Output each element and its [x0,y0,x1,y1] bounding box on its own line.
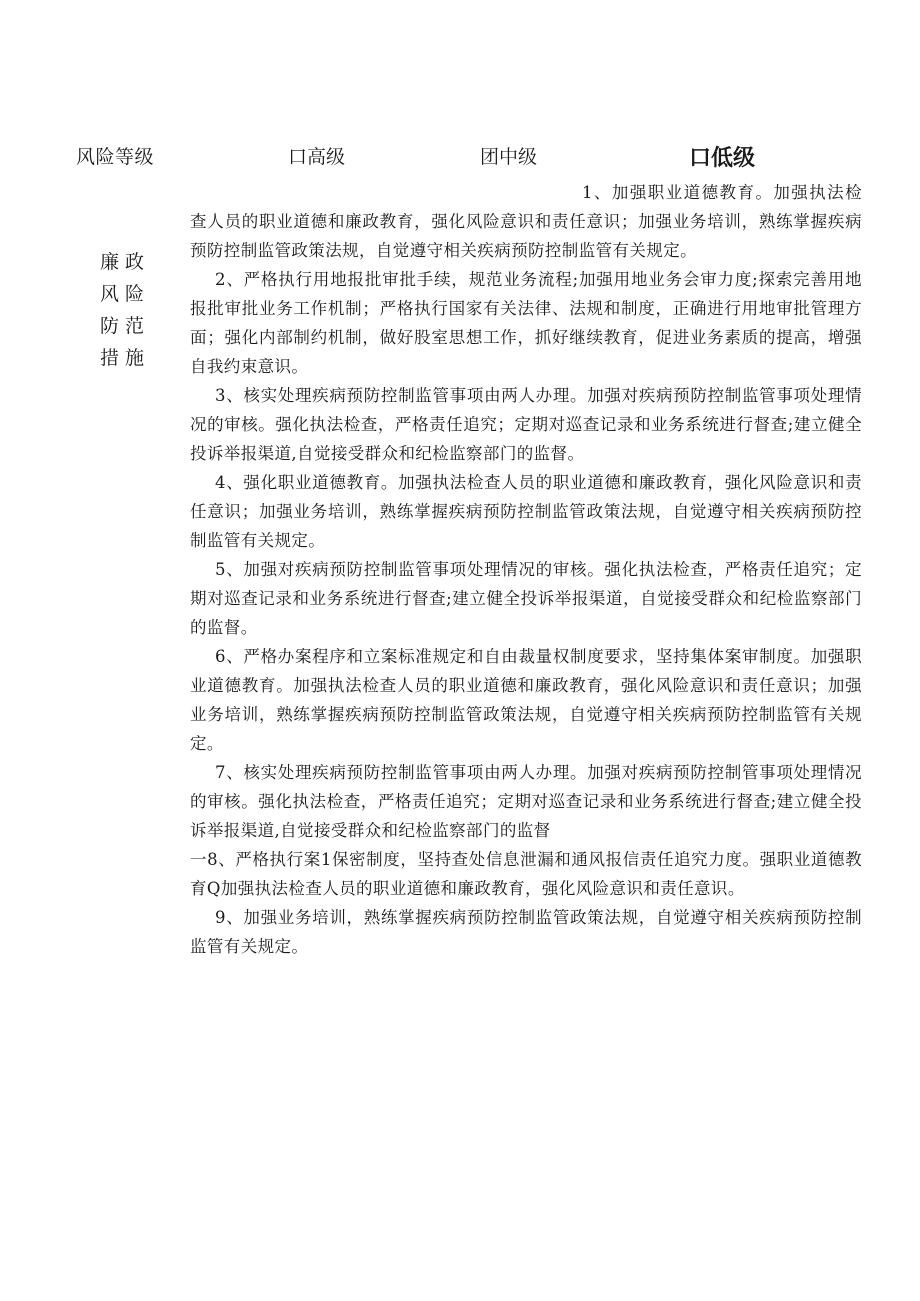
risk-option-high: 口高级 [288,146,346,168]
measure-paragraph-7: 7、核实处理疾病预防控制监管事项由两人办理。加强对疾病预防控制管事项处理情况的审核。强化执法检查，严格责任追究；定期对巡查记录和业务系统进行督查;建立健全投诉举报渠道,自觉接受群众和纪检监察部门的监督 [190,763,862,840]
section-label-line: 防范 [100,315,151,337]
section-label-line: 措施 [100,347,151,369]
measure-paragraph-6: 6、严格办案程序和立案标准规定和自由裁量权制度要求，坚持集体案审制度。加强职业道德教育。加强执法检查人员的职业道德和廉政教育，强化风险意识和责任意识；加强业务培训，熟练掌握疾病预防控制监管政策法规，自觉遵守相关疾病预防控制监管有关规定。 [190,647,862,753]
risk-level-label: 风险等级 [76,146,155,168]
measure-paragraph-5: 5、加强对疾病预防控制监管事项处理情况的审核。强化执法检查，严格责任追究；定期对巡查记录和业务系统进行督查;建立健全投诉举报渠道，自觉接受群众和纪检监察部门的监督。 [190,560,862,637]
section-label-line: 廉政 [100,251,151,273]
risk-level-row [0,142,920,176]
measure-paragraph-4: 4、强化职业道德教育。加强执法检查人员的职业道德和廉政教育，强化风险意识和责任意识；加强业务培训，熟练掌握疾病预防控制监管政策法规，自觉遵守相关疾病预防控制监管有关规定。 [190,473,862,550]
measure-paragraph-2: 2、严格执行用地报批审批手续，规范业务流程;加强用地业务会审力度;探索完善用地报批审批业务工作机制；严格执行国家有关法律、法规和制度，正确进行用地审批管理方面；强化内部制约机制，做好股室思想工作，抓好继续教育，促进业务素质的提高，增强自我约束意识。 [190,270,862,376]
measure-paragraph-8: 一8、严格执行案1保密制度，坚持查处信息泄漏和通风报信责任追究力度。强职业道德教育Q加强执法检查人员的职业道德和廉政教育，强化风险意识和责任意识。 [190,850,862,898]
measures-body [190,178,862,961]
section-label [100,246,160,374]
section-label-line: 风险 [100,283,151,305]
measure-paragraph-9: 9、加强业务培训，熟练掌握疾病预防控制监管政策法规，自觉遵守相关疾病预防控制监管有关规定。 [190,908,862,956]
risk-option-medium: 团中级 [480,146,538,168]
measure-paragraph-1: 1、加强职业道德教育。加强执法检查人员的职业道德和廉政教育，强化风险意识和责任意识；加强业务培训，熟练掌握疾病预防控制监管政策法规，自觉遵守相关疾病预防控制监管有关规定。 [190,183,862,260]
measure-paragraph-3: 3、核实处理疾病预防控制监管事项由两人办理。加强对疾病预防控制监管事项处理情况的审核。强化执法检查，严格责任追究；定期对巡查记录和业务系统进行督查;建立健全投诉举报渠道,自觉接受群众和纪检监察部门的监督。 [190,386,862,463]
risk-option-low: 口低级 [689,146,756,171]
